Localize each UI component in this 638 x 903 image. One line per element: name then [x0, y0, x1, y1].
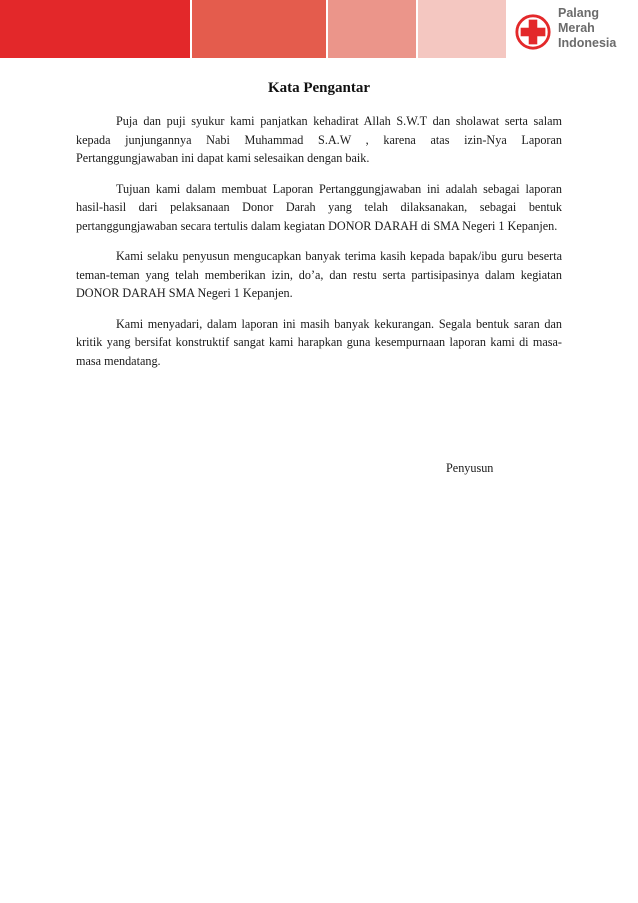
paragraph-4: Kami menyadari, dalam laporan ini masih banyak kekurangan. Segala bentuk saran dan kritik yang bersifat konstruktif sangat kami harapkan guna kesempurnaan laporan kami di masa-masa mendatang. [76, 316, 562, 368]
header-banner [0, 0, 638, 58]
header-band-coral [192, 0, 326, 58]
paragraph-1: Puja dan puji syukur kami panjatkan kehadirat Allah S.W.T dan sholawat serta salam kepada junjungannya Nabi Muhammad S.A.W , karena atas izin-Nya Laporan Pertanggungjawaban ini dapat kami selesaikan dengan baik. [76, 114, 562, 165]
pmi-logo [510, 4, 638, 56]
header-band-red [0, 0, 190, 58]
logo-line-2: Merah [558, 21, 595, 35]
logo-line-1: Palang [558, 6, 599, 20]
red-cross-icon [514, 13, 552, 51]
header-band-pink [418, 0, 506, 58]
page-title: Kata Pengantar [267, 80, 371, 96]
signature-label: Penyusun [446, 461, 494, 475]
logo-line-3: Indonesia [558, 36, 617, 50]
header-band-salmon [328, 0, 416, 58]
paragraph-3: Kami selaku penyusun mengucapkan banyak terima kasih kepada bapak/ibu guru beserta teman-teman yang telah memberikan izin, do’a, dan restu serta partisipasinya dalam kegiatan DONOR DARAH SMA Negeri 1 Kepanjen. [76, 249, 562, 300]
logo-wordmark [558, 6, 616, 51]
document-body [76, 112, 562, 382]
paragraph-2: Tujuan kami dalam membuat Laporan Pertanggungjawaban ini adalah sebagai laporan hasil-hasil dari pelaksanaan Donor Darah yang telah dilaksanakan, sebagai bentuk pertanggungjawaban secara tertulis dalam kegiatan DONOR DARAH di SMA Negeri 1 Kepanjen. [76, 181, 562, 233]
